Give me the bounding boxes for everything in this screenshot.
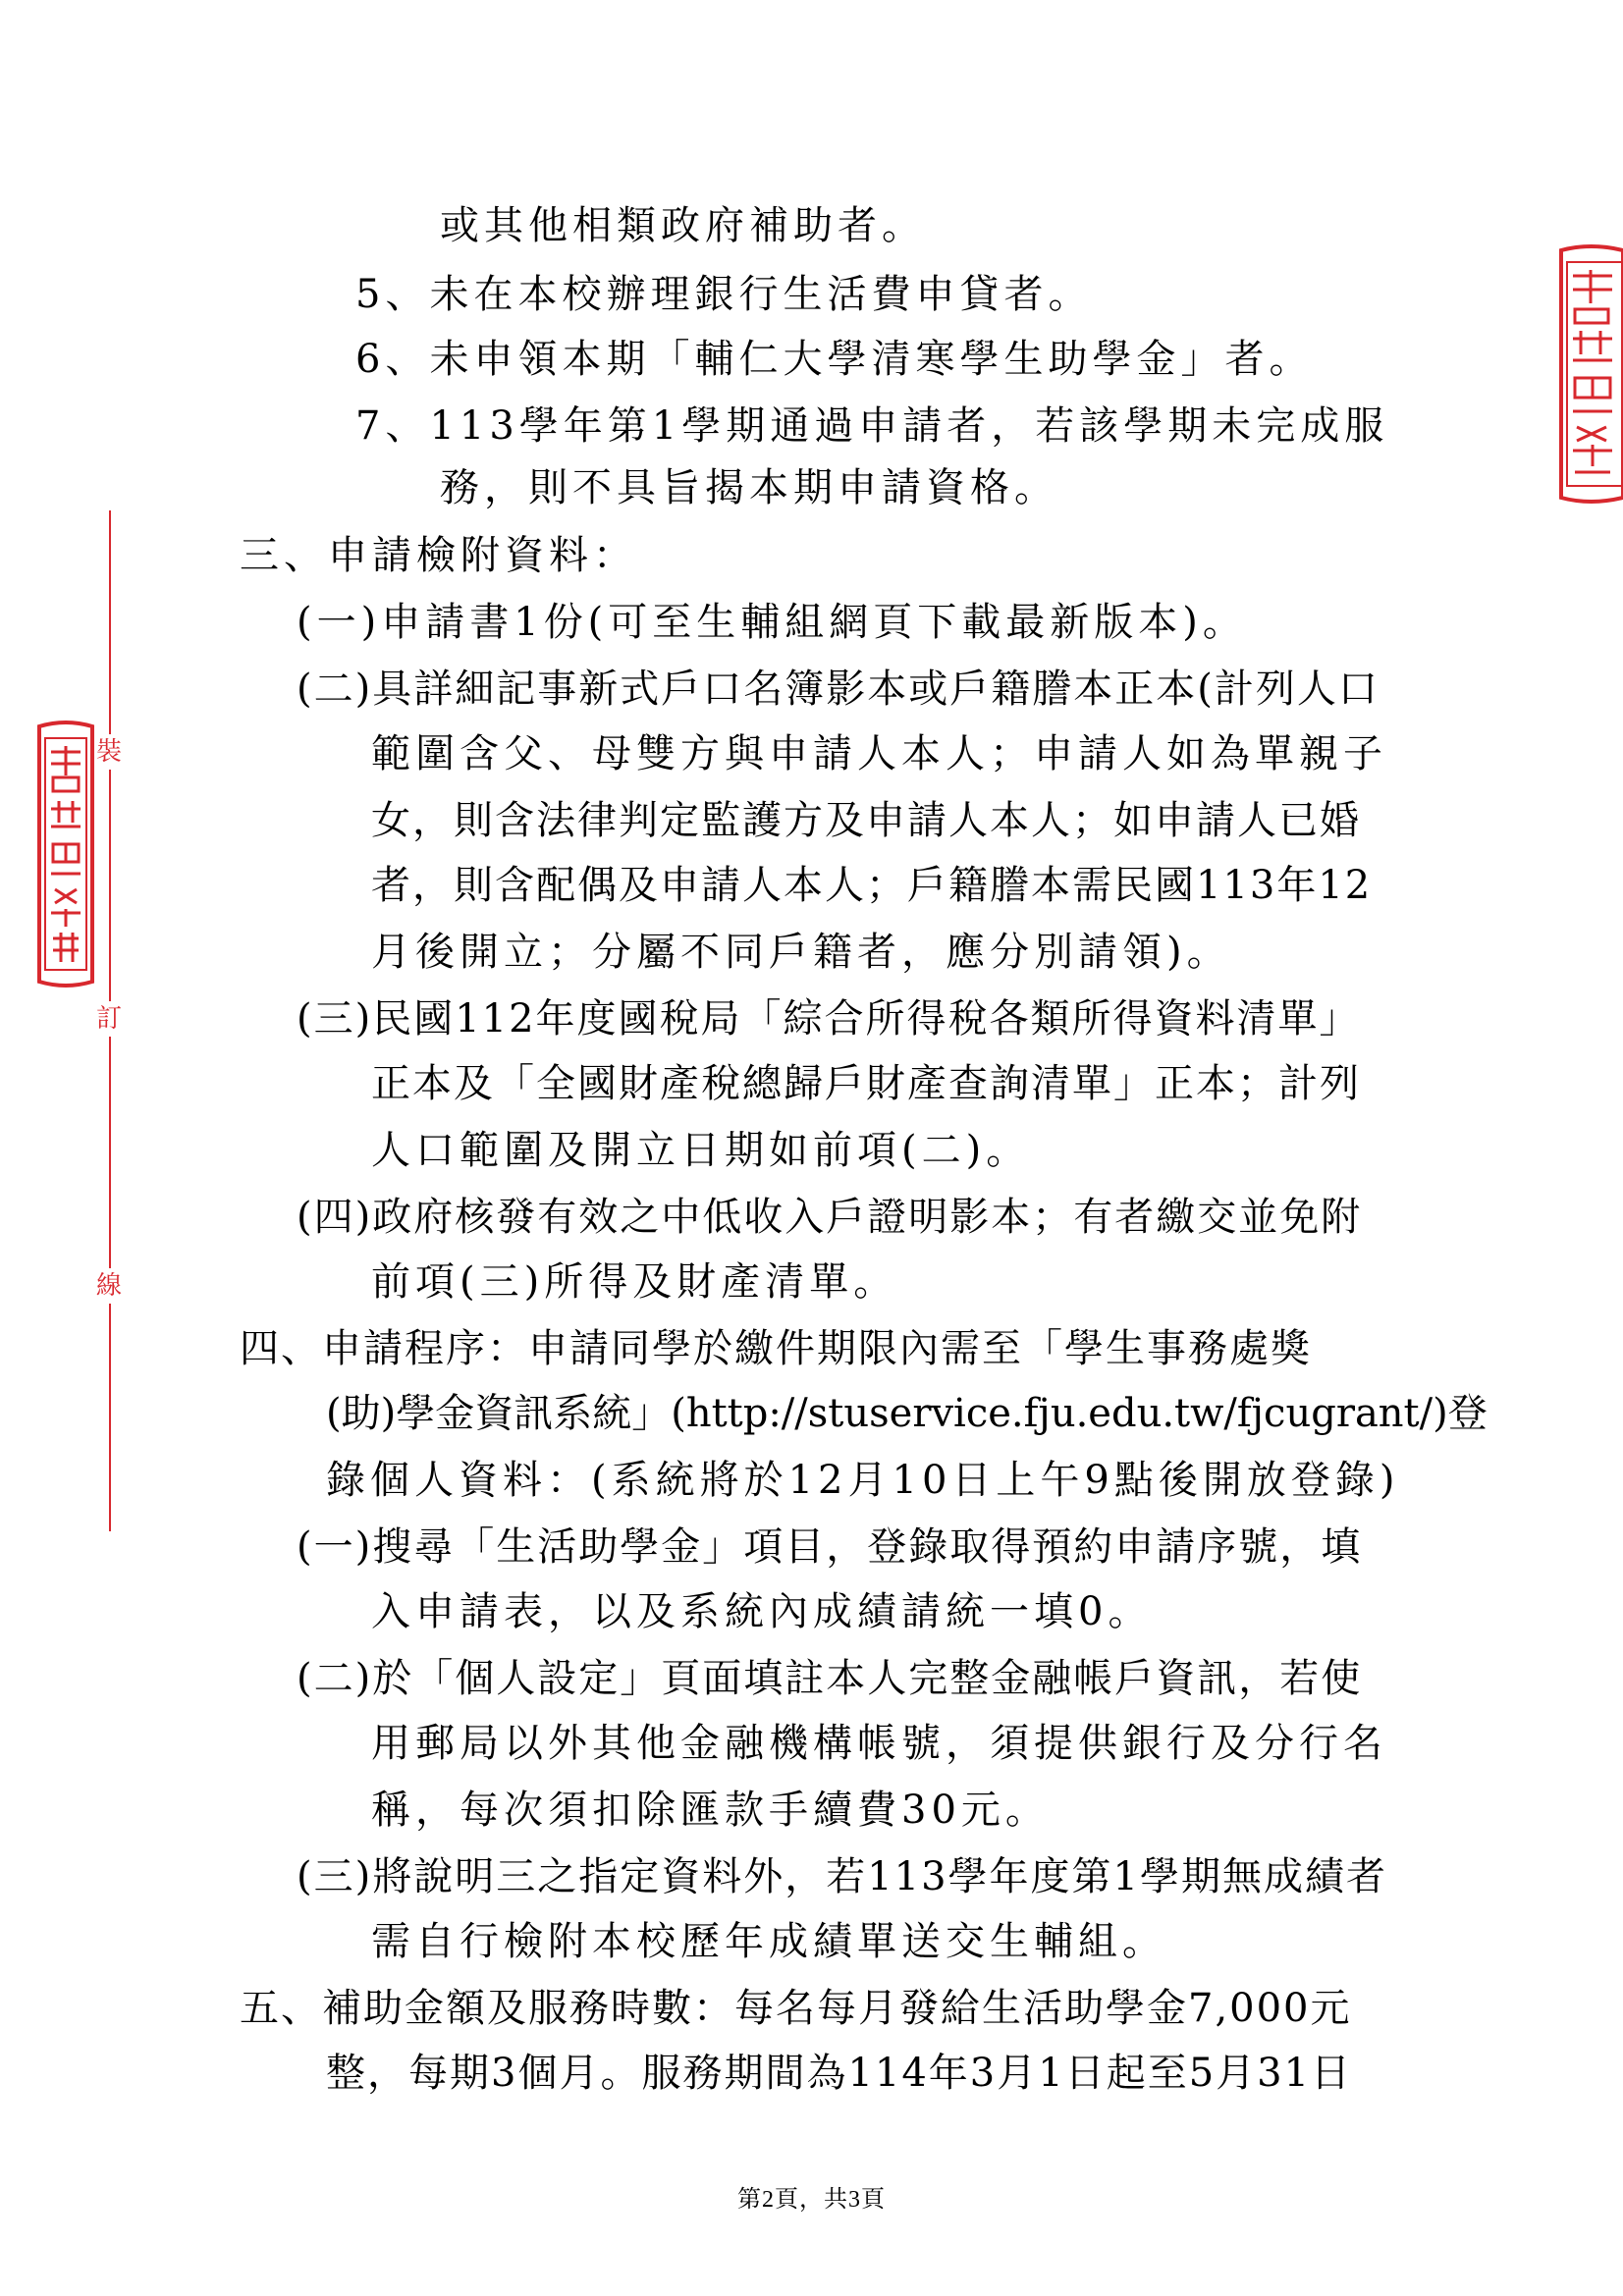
text-line: 7、113學年第1學期通過申請者，若該學期未完成服 [355, 403, 1389, 449]
text-line: 前項(三)所得及財產清單。 [371, 1259, 898, 1305]
text-line: (二)於「個人設定」頁面填註本人完整金融帳戶資訊，若使 [297, 1656, 1363, 1701]
text-line: (四)政府核發有效之中低收入戶證明影本；有者繳交並免附 [297, 1195, 1363, 1240]
text-line: 正本及「全國財產稅總歸戶財產查詢清單」正本；計列 [371, 1061, 1361, 1106]
text-line: 女，則含法律判定監護方及申請人本人；如申請人已婚 [371, 798, 1361, 843]
text-line: (三)民國112年度國稅局「綜合所得稅各類所得資料清單」 [297, 996, 1361, 1041]
text-line: 用郵局以外其他金融機構帳號，須提供銀行及分行名 [371, 1721, 1387, 1766]
section-heading: 四、申請程序：申請同學於繳件期限內需至「學生事務處獎 [240, 1326, 1312, 1371]
text-line: 錄個人資料：(系統將於12月10日上午9點後開放登錄) [326, 1458, 1400, 1503]
text-line: (三)將說明三之指定資料外，若113學年度第1學期無成績者 [297, 1854, 1388, 1899]
right-seal-icon [1551, 240, 1623, 506]
binding-mark-zhuang: 裝 [92, 734, 126, 770]
text-line: 者，則含配偶及申請人本人；戶籍謄本需民國113年12 [371, 863, 1373, 908]
left-seal-icon [31, 717, 100, 991]
text-line: 務，則不具旨揭本期申請資格。 [440, 465, 1058, 510]
text-line: 入申請表，以及系統內成績請統一填0。 [371, 1589, 1153, 1634]
page-number: 第2頁，共3頁 [737, 2187, 886, 2213]
text-line: 稱，每次須扣除匯款手續費30元。 [371, 1788, 1050, 1833]
text-line: 需自行檢附本校歷年成績單送交生輔組。 [371, 1919, 1166, 1964]
section-heading: 三、申請檢附資料： [240, 533, 637, 578]
binding-mark-ding: 訂 [92, 1001, 126, 1037]
text-line: 整，每期3個月。服務期間為114年3月1日起至5月31日 [326, 2051, 1353, 2096]
text-line: (助)學金資訊系統」(http://stuservice.fju.edu.tw/fjcugrant/)登 [326, 1391, 1488, 1436]
text-line: 月後開立；分屬不同戶籍者，應分別請領)。 [371, 930, 1231, 975]
text-line: (二)具詳細記事新式戶口名簿影本或戶籍謄本正本(計列人口 [297, 667, 1380, 712]
text-line: (一)申請書1份(可至生輔組網頁下載最新版本)。 [297, 600, 1247, 645]
text-line: 人口範圍及開立日期如前項(二)。 [371, 1128, 1031, 1173]
text-line: 5、未在本校辦理銀行生活費申貸者。 [355, 272, 1093, 317]
text-line: 或其他相類政府補助者。 [440, 203, 926, 248]
binding-mark-xian: 線 [92, 1268, 126, 1304]
text-line: 6、未申領本期「輔仁大學清寒學生助學金」者。 [355, 337, 1314, 382]
text-line: 範圍含父、母雙方與申請人本人；申請人如為單親子 [371, 731, 1387, 776]
section-heading: 五、補助金額及服務時數：每名每月發給生活助學金7,000元 [240, 1986, 1352, 2031]
text-line: (一)搜尋「生活助學金」項目，登錄取得預約申請序號，填 [297, 1524, 1363, 1570]
